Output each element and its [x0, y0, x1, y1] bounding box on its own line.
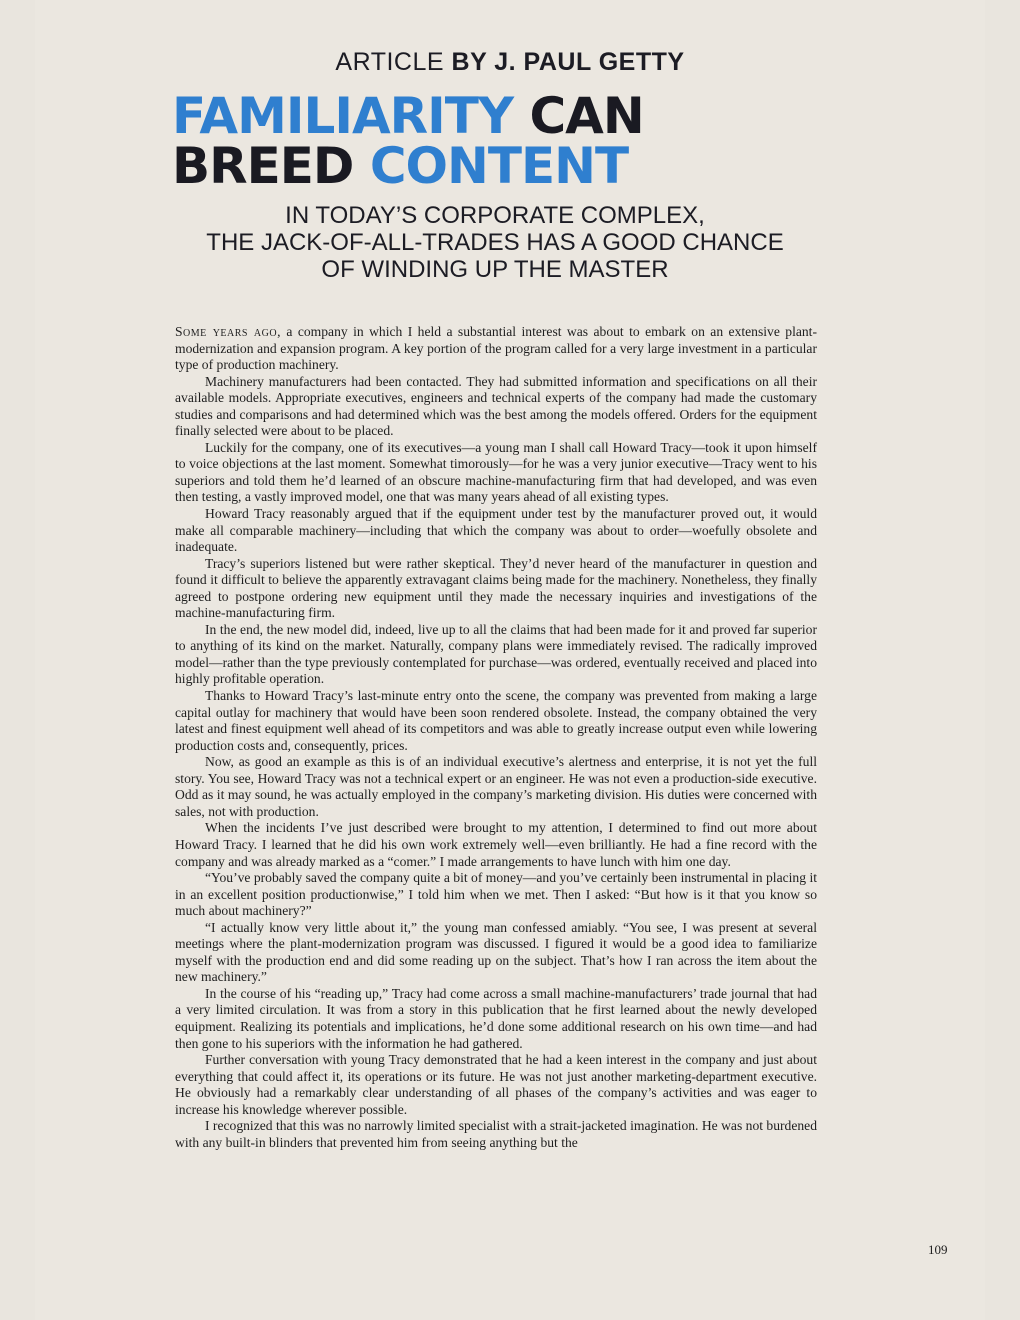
subtitle-line: OF WINDING UP THE MASTER — [321, 256, 669, 283]
article-paragraph: I recognized that this was no narrowly limited specialist with a strait-jacketed imagination. He was not burdened with any built-in blinders that prevented him from seeing anything but the — [175, 1118, 817, 1150]
byline-author: BY J. PAUL GETTY — [451, 48, 685, 76]
title-line-2 — [172, 137, 832, 195]
paragraph-text: a company in which I held a substantial interest was about to embark on an extensive plant-modernization and expansion program. A key portion of the program called for a very large investment in a particular type of production machinery. — [175, 324, 817, 373]
byline-prefix: ARTICLE — [335, 48, 445, 76]
article-paragraph: When the incidents I’ve just described were brought to my attention, I determined to find out more about Howard Tracy. I learned that he did his own work extremely well—even brilliantly. He had a fine record with the company and was already marked as a “comer.” I made arrangements to have lunch with him one day. — [175, 820, 817, 869]
byline — [0, 48, 1020, 77]
title-word-content: CONTENT — [369, 137, 629, 195]
subtitle-line: IN TODAY’S CORPORATE COMPLEX, — [285, 202, 705, 229]
subtitle-line: THE JACK-OF-ALL-TRADES HAS A GOOD CHANCE — [206, 229, 784, 256]
article-paragraph — [175, 324, 817, 374]
article-body — [175, 324, 817, 1151]
title-word-familiarity: FAMILIARITY — [172, 87, 514, 145]
article-paragraph: Howard Tracy reasonably argued that if the equipment under test by the manufacturer proved out, it would make all comparable machinery—including that which the company was about to order—woefully obsolete and inadequate. — [175, 506, 817, 555]
article-paragraph: In the end, the new model did, indeed, live up to all the claims that had been made for it and proved far superior to anything of its kind on the market. Naturally, company plans were immediately revised. The radically improved model—rather than the type previously contemplated for purchase—was ordered, eventually received and placed into highly profitable operation. — [175, 621, 817, 687]
article-paragraph: “I actually know very little about it,” the young man confessed amiably. “You see, I was present at several meetings where the plant-modernization program was discussed. I figured it would be a good idea to familiarize myself with the production end and did some reading up on the subject. That’s how I ran across the item about the new machinery.” — [175, 919, 817, 985]
article-paragraph: “You’ve probably saved the company quite a bit of money—and you’ve certainly been instrumental in placing it in an excellent position productionwise,” I told him when we met. Then I asked: “But how is it that you know so much about machinery?” — [175, 870, 817, 919]
lead-in: Some years ago, — [175, 324, 281, 339]
title-word-can: CAN — [529, 87, 644, 145]
article-paragraph: Now, as good an example as this is of an individual executive’s alertness and enterprise, it is not yet the full story. You see, Howard Tracy was not a technical expert or an engineer. He was not even a production-side executive. Odd as it may sound, he was actually employed in the company’s marketing division. His duties were concerned with sales, not with production. — [175, 754, 817, 819]
article-paragraph: Further conversation with young Tracy demonstrated that he had a keen interest in the company and just about everything that could affect it, its operations or its future. He was not just another marketing-department executive. He obviously had a remarkably clear understanding of all phases of the company’s activities and was eager to increase his knowledge wherever possible. — [175, 1052, 817, 1117]
article-paragraph: In the course of his “reading up,” Tracy had come across a small machine-manufacturers’ trade journal that had a very limited circulation. It was from a story in this publication that he first learned about the newly developed equipment. Realizing its potentials and implications, he’d done some additional research on his own time—and had then gone to his superiors with the information he had gathered. — [175, 985, 817, 1051]
page-number: 109 — [928, 1242, 948, 1257]
article-paragraph: Machinery manufacturers had been contacted. They had submitted information and specifications on all their available models. Appropriate executives, engineers and technical experts of the company had made the customary studies and comparisons and had determined which was the best among the models offered. Orders for the equipment finally selected were about to be placed. — [175, 373, 817, 439]
article-paragraph: Thanks to Howard Tracy’s last-minute entry onto the scene, the company was prevented from making a large capital outlay for machinery that would have been soon rendered obsolete. Instead, the company obtained the very latest and finest equipment well ahead of its competitors and was able to greatly increase output even while lowering production costs and, consequently, prices. — [175, 688, 817, 753]
subtitle — [0, 202, 990, 283]
article-paragraph: Luckily for the company, one of its executives—a young man I shall call Howard Tracy—took it upon himself to voice objections at the last moment. Somewhat timorously—for he was a very junior executive—Tracy went to his superiors and told them he’d learned of an obscure machine-manufacturing firm that had developed, and was even then testing, a vastly improved model, one that was many years ahead of all existing types. — [175, 439, 817, 505]
title-word-breed: BREED — [172, 137, 354, 195]
title-line-1 — [172, 87, 832, 145]
article-paragraph: Tracy’s superiors listened but were rather skeptical. They’d never heard of the manufacturer in question and found it difficult to believe the apparently extravagant claims being made for the machinery. Nonetheless, they finally agreed to postpone ordering new equipment until they made the necessary inquiries and investigations of the machine-manufacturing firm. — [175, 555, 817, 621]
